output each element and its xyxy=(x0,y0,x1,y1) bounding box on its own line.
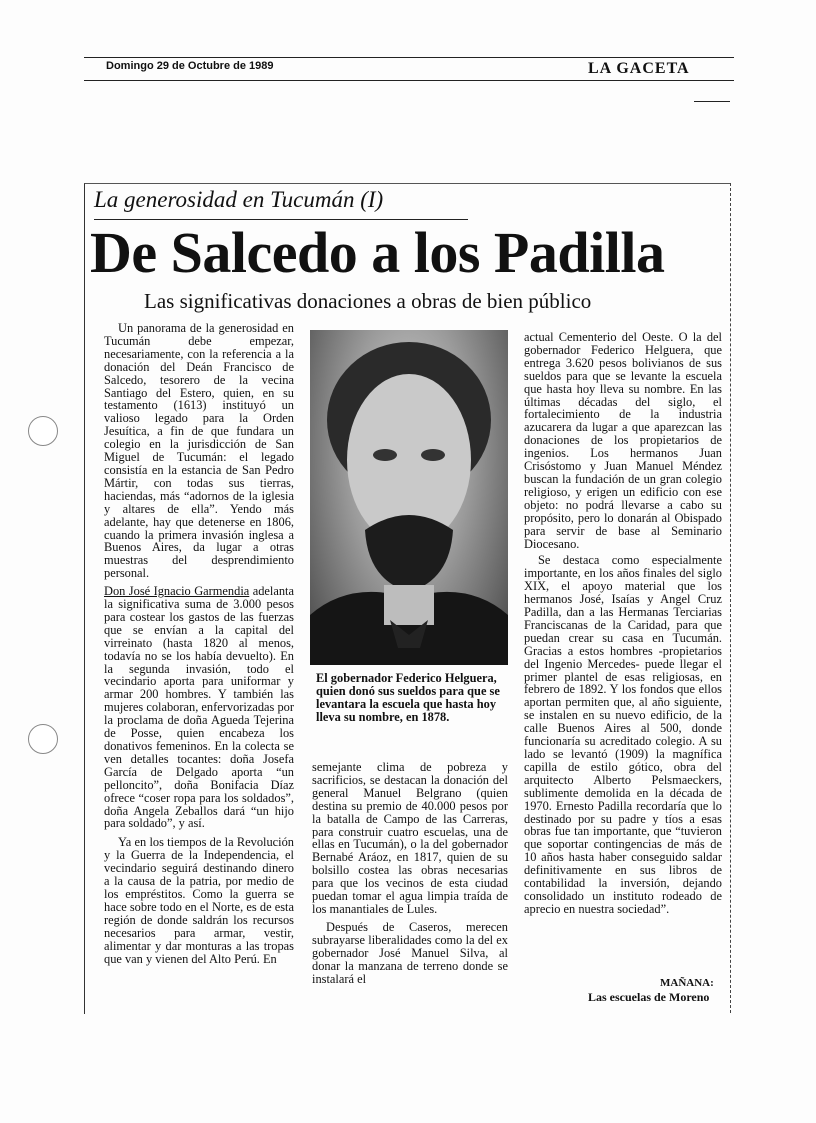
col2-paragraph-2: Después de Caseros, merecen subrayarse liberalidades como la del ex gobernador José Manuel Silva, al donar la manzana de terreno donde se instalará el xyxy=(312,919,508,986)
punch-hole-top xyxy=(28,416,58,446)
masthead-paper-name: LA GACETA xyxy=(588,60,690,77)
article-column-2 xyxy=(312,761,508,985)
col1-paragraph-2-text: adelanta la significativa suma de 3.000 pesos para costear los gastos de las fuerzas que se envían a la capital del virreinato (hasta 1820 al menos, todavía no se los había devuelto). En la segunda invasión, todo el vecindario aporta para uniformar y armar 200 hombres. Y también las mujeres colaboran, enfervorizadas por la proclama de doña Agueda Tejerina de Posse, quien encabeza los donativos femeninos. En la colecta se ven detalles tocantes: doña Josefa García de Delgado aporta “un pelloncito”, doña Bonifacia Díaz ofrece “coser ropa para los soldados”, doña Angela Zeballos dará “un hijo para soldado”, y así. xyxy=(104,584,295,831)
col3-paragraph-2: Se destaca como especialmente importante, en los años finales del siglo XIX, el apoyo material que los hermanos José, Isaías y Angel Cruz Padilla, dan a las Hermanas Terciarias Franciscanas de la Caridad, para que puedan crear su casa en Tucumán. Gracias a estos hombres -propietarios del Ingenio Mercedes- puede llegar el primer plantel de esas religiosas, en febrero de 1892. Y los fondos que ellos aportan permiten que, al año siguiente, se instalen en su nuevo edificio, de la calle Buenos Aires al 500, donde funcionaría su acreditado colegio. A su lado se levantó (1909) la magnífica capilla de estilo gótico, obra del arquitecto Alberto Pelsmaeckers, sublimente demolida en la década de 1970. Ernesto Padilla recordaría que lo destinado por su padre y tíos a esas obras fue tan importante, que “tuvieron que soportar contingencias de más de 10 años hasta haber conseguido saldar definitivamente en sus libros de contabilidad la inversión, dejando consolidado un instituto rodeado de aprecio en nuestra sociedad”. xyxy=(524,553,722,916)
col3-paragraph-1: actual Cementerio del Oeste. O la del gobernador Federico Helguera, que entrega 3.620 pesos bolivianos de sus sueldos para que se levante la escuela que hasta hoy lleva su nombre. En las últimas décadas del siglo, el fortalecimiento de la industria azucarera da lugar a que aparezcan las donaciones de los propietarios de ingenios. Los hermanos Juan Crisóstomo y Juan Manuel Méndez buscan la fundación de un gran colegio religioso, y erigen un edificio con ese objeto: no podrá llevarse a cabo su propósito, pero lo donarán al Obispado para servir de base al Seminario Diocesano. xyxy=(524,330,722,551)
col1-paragraph-3: Ya en los tiempos de la Revolución y la Guerra de la Independencia, el vecindario seguirá destinando dinero a la causa de la patria, por medio de los empréstitos. Como la guerra se hace sobre todo en el Norte, es de esta región de donde saldrán los recursos necesarios para armar, vestir, alimentar y dar monturas a las tropas que van y vienen del Alto Perú. En xyxy=(104,835,294,966)
next-installment-label: MAÑANA: xyxy=(660,977,714,989)
article-column-3 xyxy=(524,331,722,916)
masthead-date: Domingo 29 de Octubre de 1989 xyxy=(106,60,274,72)
article-headline: De Salcedo a los Padilla xyxy=(90,220,665,285)
masthead-bottom-rule xyxy=(84,80,734,81)
photo-caption: El gobernador Federico Helguera, quien donó sus sueldos para que se levantara la escuela que hasta hoy lleva su nombre, en 1878. xyxy=(316,671,500,724)
next-installment-title: Las escuelas de Moreno xyxy=(588,990,710,1004)
portrait-illustration xyxy=(310,330,508,665)
col1-paragraph-2 xyxy=(104,585,294,830)
punch-hole-bottom xyxy=(28,724,58,754)
col1-name-highlight: Don José Ignacio Garmendia xyxy=(104,584,250,599)
article-column-1 xyxy=(104,322,294,965)
col2-paragraph-1: semejante clima de pobreza y sacrificios, se destacan la donación del general Manuel Belgrano (quien destina su premio de 40.000 pesos por la batalla de Campo de las Carreras, para construir cuatro escuelas, una de ellas en Tucumán), o la del gobernador Bernabé Aráoz, en 1817, quien de su bolsillo costea las obras necesarias para que los vecinos de esta ciudad puedan tomar el agua limpia traída de los manantiales de Lules. xyxy=(312,760,508,916)
article-subhead: Las significativas donaciones a obras de bien público xyxy=(144,289,592,313)
article-kicker: La generosidad en Tucumán (I) xyxy=(94,187,384,212)
clipping-cut-line xyxy=(730,183,731,1013)
masthead-short-rule xyxy=(694,101,730,102)
col1-paragraph-1: Un panorama de la generosidad en Tucumán debe empezar, necesariamente, con la referencia a la donación del Deán Francisco de Salcedo, tesorero de la vecina Santiago del Estero, quien, en su testamento (1613) instituyó un valioso legado para la Orden Jesuítica, a fin de que fundara un colegio en la jurisdicción de San Miguel de Tucumán: el legado consistía en la estancia de San Pedro Mártir, con todas sus tierras, haciendas, más “adornos de la iglesia y altares de ella”. Yendo más adelante, hay que detenerse en 1806, cuando la primera invasión inglesa a Buenos Aires, da lugar a otras muestras del desprendimiento personal. xyxy=(104,321,294,581)
portrait-photo xyxy=(310,330,508,665)
masthead-top-rule xyxy=(84,57,734,58)
